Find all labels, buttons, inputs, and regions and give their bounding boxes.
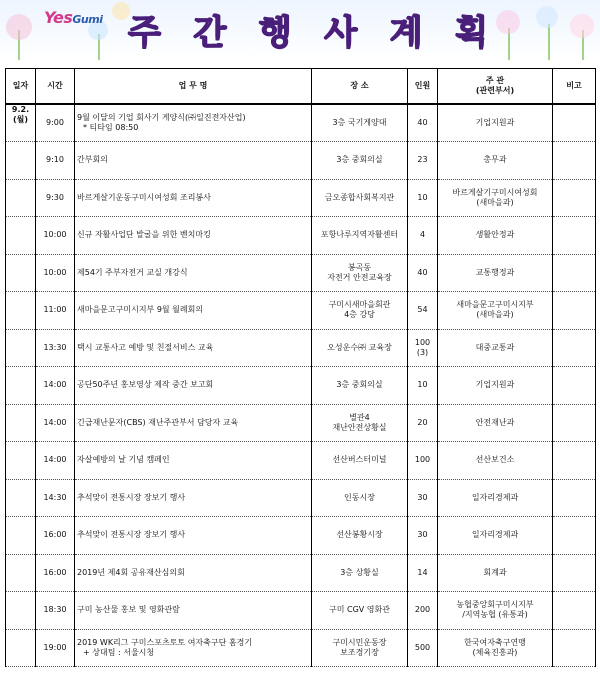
event-name: 9월 이달의 기업 회사기 게양식(㈜일진전자산업): [77, 113, 246, 122]
event-cell: [75, 629, 312, 667]
location-name: 인동시장: [344, 492, 375, 502]
time-cell: 19:00: [36, 629, 75, 667]
attendees-cell: [408, 554, 438, 592]
date-cell-empty: [6, 142, 36, 180]
table-row: [6, 479, 596, 517]
location-name: 3층 국기게양대: [332, 118, 387, 127]
organizer-name: 농협중앙회구미시지부: [456, 600, 534, 610]
location-cell: [312, 367, 408, 405]
location-name: 봉곡동: [347, 262, 372, 272]
attendees-count: 40: [417, 267, 428, 277]
organizer-name: 대중교통과: [475, 342, 515, 352]
attendees-count: 100: [414, 337, 431, 347]
event-name: 긴급재난문자(CBS) 재난주관부서 담당자 교육: [77, 417, 239, 427]
attendees-count: 100: [414, 455, 431, 465]
organizer-name: 안전재난과: [475, 417, 515, 427]
event-cell: [75, 442, 312, 480]
location-cell: [312, 404, 408, 442]
location-cell: [312, 629, 408, 667]
time-cell: 13:30: [36, 329, 75, 367]
remarks-cell: [553, 179, 596, 217]
event-cell: [75, 367, 312, 405]
attendees-cell: [408, 292, 438, 330]
location-cell: [312, 329, 408, 367]
organizer-name: 일자리경제과: [471, 492, 519, 502]
organizer-cell: [438, 254, 553, 292]
event-cell: [75, 479, 312, 517]
organizer-cell: [438, 367, 553, 405]
attendees-count: 14: [417, 567, 428, 577]
time-cell: 10:00: [36, 217, 75, 255]
organizer-cell: [438, 592, 553, 630]
attendees-cell: [408, 367, 438, 405]
time-cell: 18:30: [36, 592, 75, 630]
remarks-cell: [553, 404, 596, 442]
location-cell: [312, 517, 408, 555]
title-char: 획: [455, 12, 488, 53]
remarks-cell: [553, 217, 596, 255]
title-char: 간: [193, 12, 227, 53]
header-banner: [0, 0, 600, 60]
page-title: [128, 6, 488, 52]
attendees-cell: [408, 329, 438, 367]
event-cell: [75, 142, 312, 180]
date-cell-empty: [6, 442, 36, 480]
attendees-count: 10: [417, 380, 428, 390]
remarks-cell: [553, 592, 596, 630]
organizer-dept: (체육진흥과): [472, 647, 518, 657]
attendees-count: 30: [417, 492, 428, 502]
header-date: 일자: [6, 69, 36, 105]
table-row: [6, 254, 596, 292]
location-name: 구미시새마을회관: [328, 300, 391, 310]
remarks-cell: [553, 254, 596, 292]
attendees-cell: [408, 629, 438, 667]
event-name: 자살예방의 날 기념 캠페인: [77, 455, 170, 465]
attendees-cell: [408, 517, 438, 555]
location-name: 3층 중회의실: [336, 380, 383, 390]
table-row: [6, 217, 596, 255]
location-name: 금오종합사회복지관: [324, 192, 395, 202]
event-note: * 티타임 08:50: [83, 123, 139, 132]
event-name: 간부회의: [77, 155, 108, 165]
location-name: 포항나루지역자활센터: [320, 230, 399, 240]
yes-gumi-logo: YesGumi: [44, 8, 103, 27]
organizer-cell: [438, 404, 553, 442]
table-row: [6, 179, 596, 217]
title-char: 행: [258, 12, 292, 53]
location-cell: [312, 592, 408, 630]
time-cell: 14:00: [36, 367, 75, 405]
date-cell-empty: [6, 517, 36, 555]
location-name: 구미시민운동장: [332, 637, 387, 647]
location-name: 3층 중회의실: [336, 155, 383, 165]
event-name: 2019 WK리그 구미스포츠토토 여자축구단 홈경기: [77, 637, 253, 647]
remarks-cell: [553, 142, 596, 180]
location-cell: [312, 254, 408, 292]
location-cell: [312, 179, 408, 217]
header-event: 업 무 명: [75, 69, 312, 105]
table-row: [6, 104, 596, 142]
event-cell: [75, 592, 312, 630]
header-organizer: [438, 69, 553, 105]
attendees-count: 54: [417, 305, 428, 315]
table-row: [6, 517, 596, 555]
table-row: [6, 329, 596, 367]
attendees-cell: [408, 404, 438, 442]
event-name: 공단50주년 홍보영상 제작 중간 보고회: [77, 380, 214, 390]
remarks-cell: [553, 104, 596, 142]
location-name: 구미 CGV 영화관: [329, 605, 390, 615]
date-cell-empty: [6, 179, 36, 217]
location-detail: 자전거 안전교육장: [327, 272, 392, 282]
table-row: [6, 629, 596, 667]
remarks-cell: [553, 554, 596, 592]
attendees-count: 4: [419, 230, 426, 240]
event-cell: [75, 254, 312, 292]
organizer-cell: [438, 142, 553, 180]
organizer-name: 새마을문고구미시지부: [456, 300, 534, 310]
location-name: 3층 상황실: [340, 567, 379, 577]
event-cell: [75, 329, 312, 367]
organizer-cell: [438, 329, 553, 367]
location-detail: 4층 강당: [344, 310, 375, 320]
date-cell-empty: [6, 254, 36, 292]
attendees-cell: [408, 442, 438, 480]
attendees-cell: [408, 142, 438, 180]
location-cell: [312, 554, 408, 592]
attendees-count: 40: [417, 118, 428, 127]
event-name: 신규 자활사업단 발굴을 위한 벤치마킹: [77, 230, 211, 240]
header-time: 시간: [36, 69, 75, 105]
date-cell-empty: [6, 554, 36, 592]
header-organizer-sub: (관련부서): [475, 86, 515, 95]
organizer-cell: [438, 554, 553, 592]
table-row: [6, 367, 596, 405]
attendees-count: 200: [414, 605, 431, 615]
organizer-cell: [438, 479, 553, 517]
location-cell: [312, 479, 408, 517]
organizer-dept: (새마을과): [476, 310, 514, 320]
remarks-cell: [553, 292, 596, 330]
location-detail: 재난안전상황실: [332, 422, 387, 432]
attendees-count: 20: [417, 417, 428, 427]
date-weekday: (월): [12, 115, 29, 124]
date-cell-empty: [6, 217, 36, 255]
attendees-count: 23: [417, 155, 428, 165]
location-name: 별관4: [349, 412, 370, 422]
time-cell: 9:10: [36, 142, 75, 180]
table-row: [6, 592, 596, 630]
organizer-cell: [438, 104, 553, 142]
table-row: [6, 142, 596, 180]
event-name: 바르게살기운동구미시여성회 조리봉사: [77, 192, 211, 202]
attendees-cell: [408, 254, 438, 292]
remarks-cell: [553, 629, 596, 667]
remarks-cell: [553, 479, 596, 517]
header-remarks: 비고: [553, 69, 596, 105]
date-cell-empty: [6, 629, 36, 667]
event-name: 구미 농산물 홍보 및 영화관람: [77, 605, 180, 615]
header-organizer-main: 주 관: [485, 76, 505, 85]
attendees-extra: (3): [416, 347, 429, 357]
location-cell: [312, 217, 408, 255]
time-cell: 16:00: [36, 517, 75, 555]
attendees-cell: [408, 179, 438, 217]
organizer-name: 선산보건소: [475, 455, 515, 465]
event-cell: [75, 517, 312, 555]
remarks-cell: [553, 367, 596, 405]
time-cell: 11:00: [36, 292, 75, 330]
location-cell: [312, 442, 408, 480]
time-cell: 16:00: [36, 554, 75, 592]
event-name: 택시 교통사고 예방 및 친절서비스 교육: [77, 342, 214, 352]
attendees-cell: [408, 592, 438, 630]
location-name: 선산봉황시장: [336, 530, 383, 540]
table-row: [6, 442, 596, 480]
attendees-count: 30: [417, 530, 428, 540]
organizer-name: 기업지원과: [475, 118, 515, 127]
event-name: 2019년 제4회 공유재산심의회: [77, 567, 185, 577]
time-cell: 14:00: [36, 442, 75, 480]
header-attendees: 인원: [408, 69, 438, 105]
event-name: 새마을문고구미시지부 9월 월례회의: [77, 305, 204, 315]
date-cell-empty: [6, 292, 36, 330]
table-header-row: [6, 69, 596, 105]
time-cell: 9:00: [36, 104, 75, 142]
time-cell: 14:30: [36, 479, 75, 517]
event-cell: [75, 217, 312, 255]
organizer-dept: (새마을과): [476, 197, 514, 207]
table-row: [6, 554, 596, 592]
table-row: [6, 404, 596, 442]
event-cell: [75, 554, 312, 592]
event-name: 추석맞이 전통시장 장보기 행사: [77, 530, 186, 540]
schedule-table: [5, 68, 596, 667]
time-cell: 14:00: [36, 404, 75, 442]
location-cell: [312, 104, 408, 142]
organizer-name: 바르게살기구미시여성회: [452, 187, 538, 197]
event-cell: [75, 179, 312, 217]
organizer-name: 총무과: [483, 155, 507, 165]
organizer-cell: [438, 179, 553, 217]
remarks-cell: [553, 517, 596, 555]
location-name: 오성운수㈜ 교육장: [327, 342, 392, 352]
date-cell-empty: [6, 329, 36, 367]
remarks-cell: [553, 329, 596, 367]
event-cell: [75, 292, 312, 330]
event-note: + 상대팀 : 서울시청: [83, 647, 155, 657]
attendees-count: 500: [414, 642, 431, 652]
organizer-name: 생활안정과: [475, 230, 515, 240]
organizer-cell: [438, 442, 553, 480]
event-name: 추석맞이 전통시장 장보기 행사: [77, 492, 186, 502]
table-row: [6, 292, 596, 330]
organizer-name: 회계과: [483, 567, 507, 577]
location-cell: [312, 142, 408, 180]
title-char: 주: [128, 12, 161, 53]
organizer-cell: [438, 292, 553, 330]
attendees-cell: [408, 104, 438, 142]
event-cell: [75, 104, 312, 142]
header-location: 장 소: [312, 69, 408, 105]
date-cell: [6, 104, 36, 142]
event-cell: [75, 404, 312, 442]
location-cell: [312, 292, 408, 330]
organizer-name: 한국여자축구연맹: [464, 637, 526, 647]
organizer-name: 기업지원과: [475, 380, 515, 390]
date-day: 9.2.: [11, 105, 30, 114]
organizer-name: 일자리경제과: [471, 530, 519, 540]
organizer-dept: /지역농협 (유통과): [462, 610, 528, 620]
title-char: 사: [324, 12, 358, 53]
attendees-cell: [408, 217, 438, 255]
title-char: 계: [389, 12, 423, 53]
attendees-count: 10: [417, 192, 428, 202]
location-name: 선산버스터미널: [332, 455, 387, 465]
date-cell-empty: [6, 479, 36, 517]
date-cell-empty: [6, 367, 36, 405]
time-cell: 10:00: [36, 254, 75, 292]
event-name: 제54기 주부자전거 교실 개강식: [77, 267, 188, 277]
organizer-cell: [438, 517, 553, 555]
location-detail: 보조경기장: [340, 647, 379, 657]
organizer-cell: [438, 217, 553, 255]
time-cell: 9:30: [36, 179, 75, 217]
date-cell-empty: [6, 592, 36, 630]
organizer-cell: [438, 629, 553, 667]
organizer-name: 교통행정과: [475, 267, 515, 277]
remarks-cell: [553, 442, 596, 480]
date-cell-empty: [6, 404, 36, 442]
attendees-cell: [408, 479, 438, 517]
